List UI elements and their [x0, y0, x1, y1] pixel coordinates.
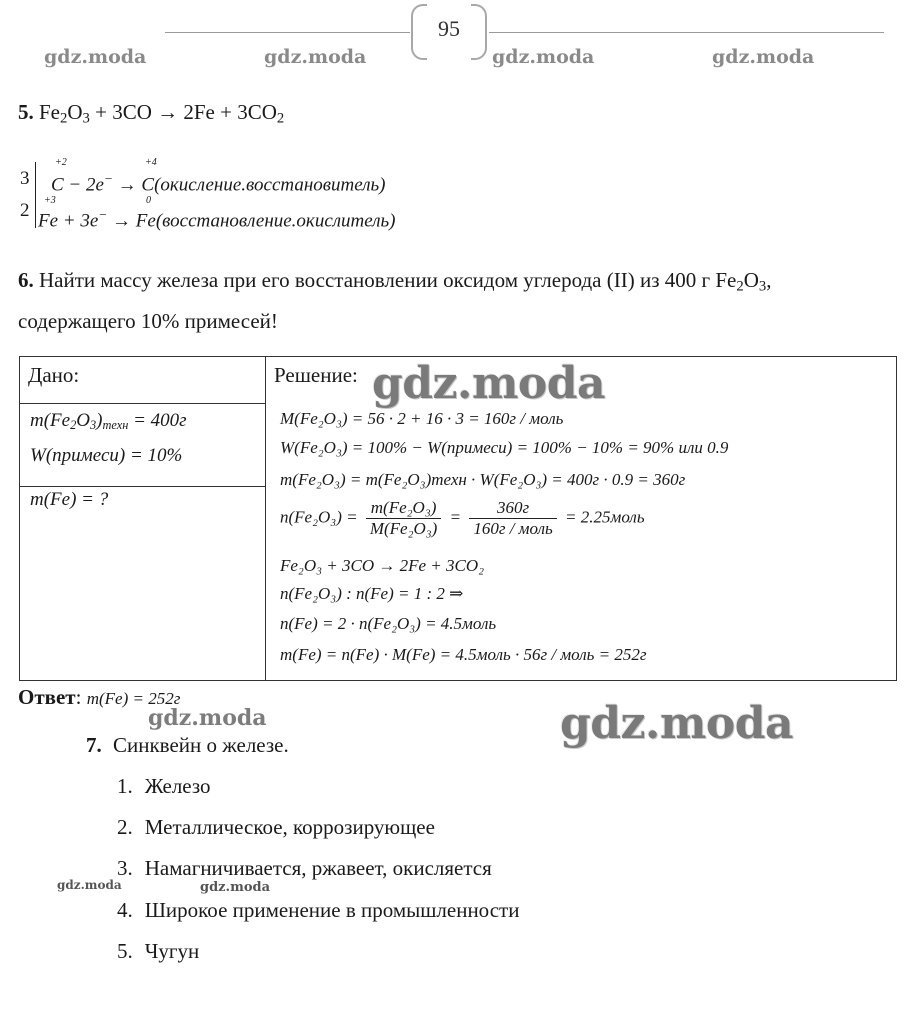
ox-state: +2 [55, 157, 67, 168]
given-header-cell [20, 357, 266, 404]
solution-line: m(Fe₂O₃) = m(Fe₂O₃)техн · W(Fe₂O₃) = 400г · 0.9 = 360г [280, 470, 686, 489]
task7-number: 7. [86, 733, 102, 757]
list-item: 5. Чугун [117, 939, 200, 963]
ox-state: +3 [44, 195, 56, 206]
watermark-large: gdz.moda [560, 698, 794, 749]
solution-header: Решение: [274, 363, 358, 387]
watermark-large: gdz.moda [372, 358, 606, 409]
page-number-frame [411, 4, 487, 56]
ox-state: 0 [146, 195, 151, 206]
redox-coef-fe: 2 [20, 200, 30, 221]
ox-state: +4 [145, 157, 157, 168]
given-header: Дано: [28, 363, 80, 387]
redox-line-oxidation: C − 2e− → C(окисление.восстановитель) [51, 171, 386, 196]
header-rule-left [165, 32, 410, 33]
list-item: 2. Металлическое, коррозирующее [117, 815, 435, 839]
header-rule-right [489, 32, 884, 33]
redox-coef-c: 3 [20, 168, 30, 189]
watermark-small: gdz.moda [200, 880, 271, 895]
list-item: 3. Намагничивается, ржавеет, окисляется [117, 856, 492, 880]
watermark: gdz.moda [712, 46, 815, 68]
given-mass-tech: $m(Fe_2O_3)_{техн} = 400г$ [30, 410, 187, 433]
list-item: 1. Железо [117, 774, 211, 798]
watermark-small: gdz.moda [57, 878, 122, 892]
solution-line: M(Fe₂O₃) = 56 · 2 + 16 · 3 = 160г / моль [280, 409, 564, 428]
redox-bar [35, 162, 36, 228]
list-item: 4. Широкое применение в промышленности [117, 898, 520, 922]
task7-title: 7. Синквейн о железе. [86, 733, 289, 757]
task6-text-line1: 6. Найти массу железа при его восстановлении оксидом углерода (II) из 400 г $Fe_2O_3$, [18, 268, 772, 295]
given-impurity: W(примеси) = 10% [30, 445, 183, 466]
task6-number: 6. [18, 268, 34, 292]
redox-line-reduction: Fe + 3e− → Fe(восстановление.окислитель) [38, 207, 396, 232]
solution-line: W(Fe₂O₃) = 100% − W(примеси) = 100% − 10% = 90% или 0.9 [280, 438, 729, 457]
watermark: gdz.moda [148, 705, 267, 731]
fraction: $\frac{360г}{\text{160г / моль}}$ [469, 498, 556, 539]
answer-label: Ответ [18, 685, 76, 709]
fraction: $\frac{\text{m(Fe₂O₃)}}{\text{M(Fe₂O₃)}}$ [366, 498, 442, 539]
watermark: gdz.moda [264, 46, 367, 68]
solution-line: n(Fe₂O₃) : n(Fe) = 1 : 2 ⇒ [280, 584, 464, 603]
find-mass-fe: m(Fe) = ? [30, 489, 109, 510]
page-number: 95 [438, 16, 460, 41]
task5-equation: 5. $Fe_2O_3 + 3CO \to 2Fe + 3CO_2$ [18, 100, 285, 127]
solution-line: n(Fe) = 2 · n(Fe₂O₃) = 4.5моль [280, 614, 497, 633]
task5-number: 5. [18, 100, 34, 124]
task6-text-line2: содержащего 10% примесей! [18, 309, 278, 333]
solution-line-fraction: n(Fe₂O₃) = $\frac{\text{m(Fe₂O₃)}}{\text{M(Fe₂O₃)}}$ = $\frac{360г}{\text{160г / моль}}$ = 2.25моль [280, 498, 645, 538]
watermark: gdz.moda [44, 46, 147, 68]
solution-line: Fe₂O₃ + 3CO → 2Fe + 3CO₂ [280, 556, 485, 575]
answer-value: m(Fe) = 252г [86, 689, 181, 708]
find-cell [20, 487, 266, 681]
answer: Ответ: m(Fe) = 252г [18, 685, 181, 709]
watermark: gdz.moda [492, 46, 595, 68]
solution-line: m(Fe) = n(Fe) · M(Fe) = 4.5моль · 56г / моль = 252г [280, 645, 647, 664]
